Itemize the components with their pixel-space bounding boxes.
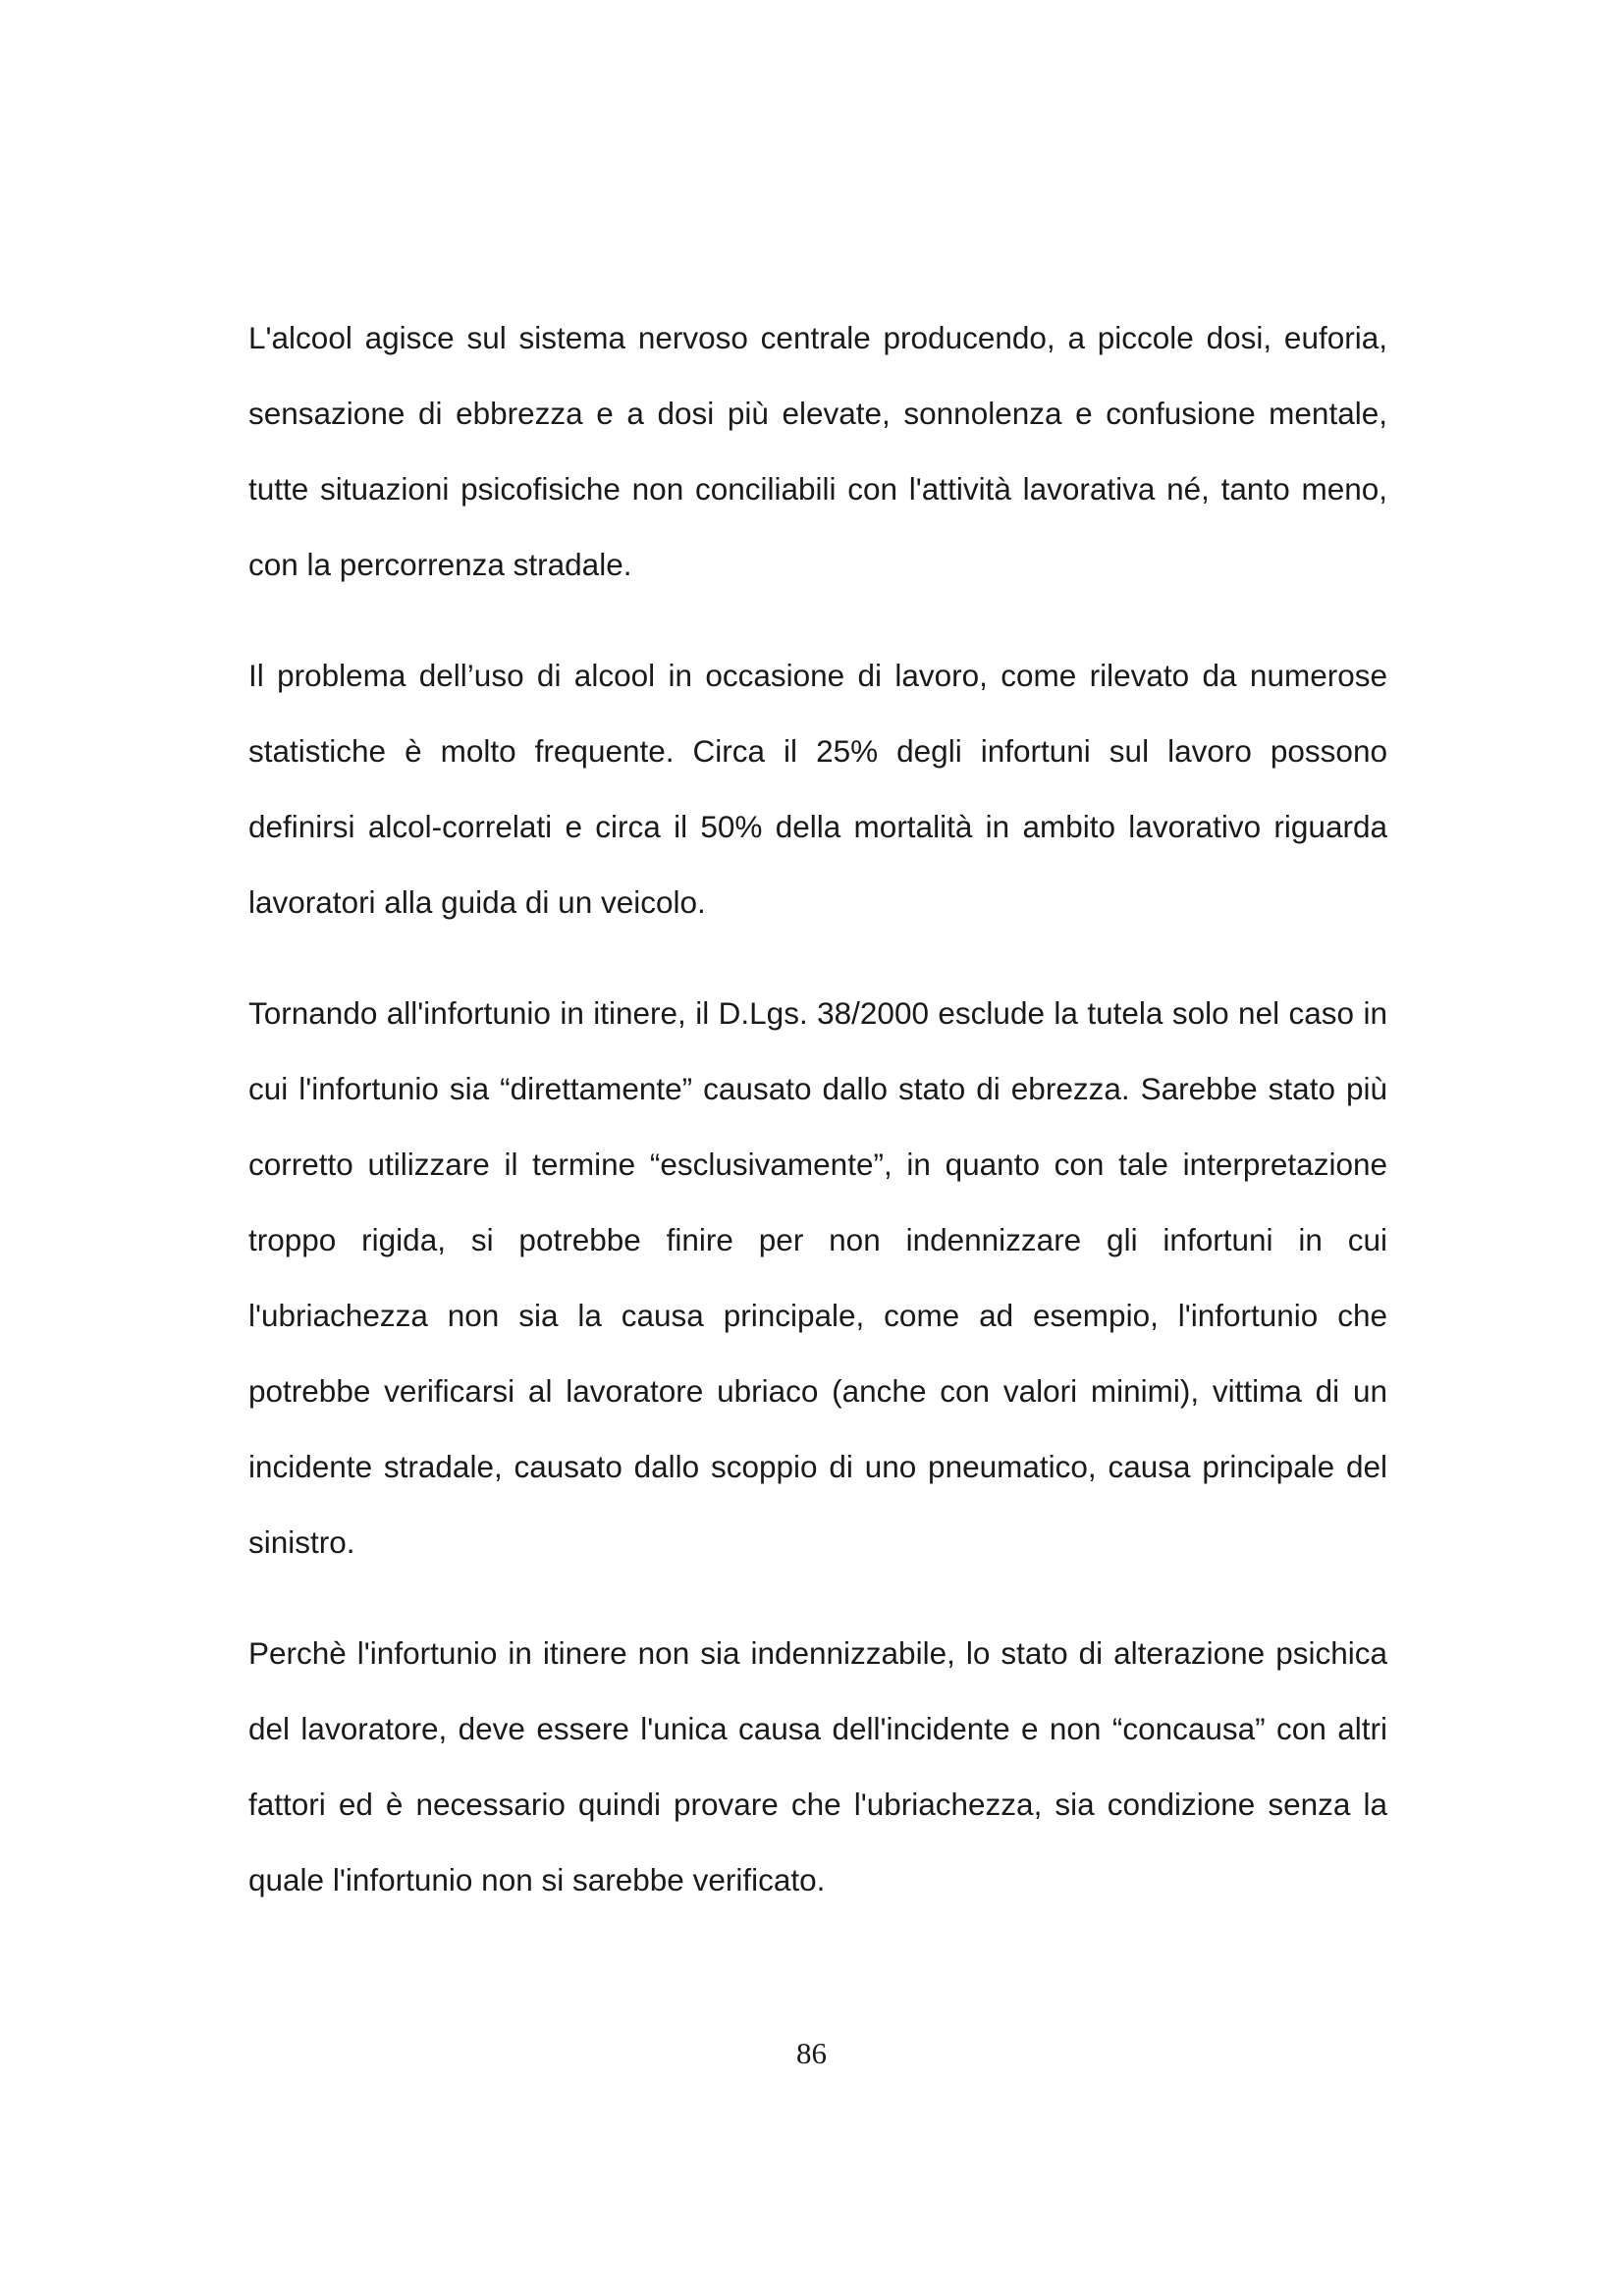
body-text — [248, 300, 1387, 1918]
paragraph-itinere-law: Tornando all'infortunio in itinere, il D.Lgs. 38/2000 esclude la tutela solo nel caso in cui l'infortunio sia “direttamente” causato dallo stato di ebrezza. Sarebbe stato più corretto utilizzare il termine “esclusivamente”, in quanto con tale interpretazione troppo rigida, si potrebbe finire per non indennizzare gli infortuni in cui l'ubriachezza non sia la causa principale, come ad esempio, l'infortunio che potrebbe verificarsi al lavoratore ubriaco (anche con valori minimi), vittima di un incidente stradale, causato dallo scoppio di uno pneumatico, causa principale del sinistro. — [248, 995, 1387, 1560]
paragraph-work-statistics: Il problema dell’uso di alcool in occasione di lavoro, come rilevato da numerose statistiche è molto frequente. Circa il 25% degli infortuni sul lavoro possono definirsi alcol-correlati e circa il 50% della mortalità in ambito lavorativo riguarda lavoratori alla guida di un veicolo. — [248, 658, 1387, 920]
page-number: 86 — [796, 2036, 827, 2070]
paragraph-alcohol-effects: L'alcool agisce sul sistema nervoso centrale producendo, a piccole dosi, euforia, sensazione di ebbrezza e a dosi più elevate, sonnolenza e confusione mentale, tutte situazioni psicofisiche non conciliabili con l'attività lavorativa né, tanto meno, con la percorrenza stradale. — [248, 320, 1387, 582]
paragraph-indemnity-condition: Perchè l'infortunio in itinere non sia indennizzabile, lo stato di alterazione psichica del lavoratore, deve essere l'unica causa dell'incidente e non “concausa” con altri fattori ed è necessario quindi provare che l'ubriachezza, sia condizione senza la quale l'infortunio non si sarebbe verificato. — [248, 1635, 1387, 1897]
